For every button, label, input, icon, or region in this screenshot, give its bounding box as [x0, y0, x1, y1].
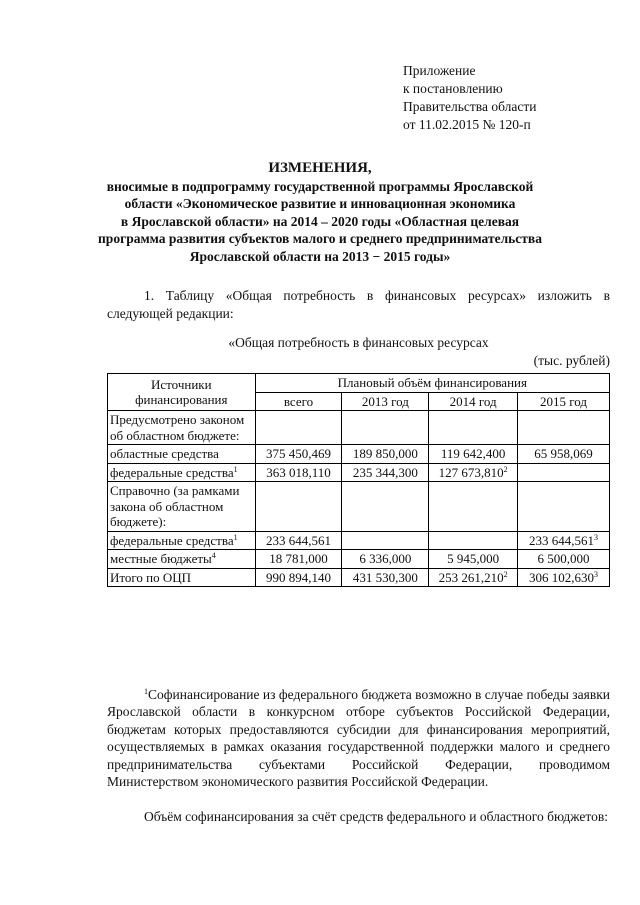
table-row-total: [108, 568, 610, 587]
appendix-line: Правительства области: [403, 99, 537, 114]
table-header-row: [108, 374, 610, 393]
cell-value: 127 673,810: [438, 464, 504, 480]
cell-2015: 65 958,069: [518, 445, 610, 464]
table-row: [108, 411, 610, 445]
row-label-cell: [108, 531, 256, 550]
header-source: Источники финансирования: [108, 374, 256, 411]
footnote-ref: 3: [594, 569, 599, 579]
footnote-ref: 3: [594, 532, 599, 542]
header-2014: 2014 год: [429, 392, 518, 411]
footnote-marker: 1: [144, 687, 148, 696]
row-label: федеральные средства: [110, 532, 234, 548]
footnote-ref: 4: [211, 551, 216, 560]
cell-2015: 6 500,000: [518, 550, 610, 569]
row-label: федеральные средства: [110, 464, 234, 480]
cell-total: 363 018,110: [255, 463, 342, 482]
appendix-line: Приложение: [403, 63, 476, 78]
table-row: [108, 531, 610, 550]
cell-2013: 6 336,000: [342, 550, 429, 569]
row-label: Итого по ОЦП: [108, 568, 256, 587]
title-line: области «Экономическое развитие и инновационная экономика: [124, 196, 516, 211]
title-line: вносимые в подпрограмму государственной программы Ярославской: [106, 178, 534, 194]
row-label: местные бюджеты: [110, 551, 212, 566]
table-row: [108, 482, 610, 532]
units-note: (тыс. рублей): [533, 353, 610, 368]
title-line: Ярославской области на 2013 − 2015 годы»: [189, 248, 451, 264]
title-line: в Ярославской области» на 2014 – 2020 годы «Областная целевая: [120, 213, 520, 229]
header-total: всего: [255, 392, 342, 411]
cell-value: 253 261,210: [438, 569, 504, 585]
financing-table: [107, 373, 610, 587]
row-label-cell: [108, 463, 256, 482]
cell-value: 233 644,561: [529, 532, 595, 548]
paragraph-cofinancing: Объём софинансирования за счёт средств федерального и областного бюджетов:: [144, 809, 608, 824]
title-line: программа развития субъектов малого и среднего предпринимательства: [98, 231, 542, 246]
cell-2013: 235 344,300: [342, 463, 429, 482]
title-main: ИЗМЕНЕНИЯ,: [268, 160, 372, 176]
cell: [429, 482, 518, 532]
cell-2014: [429, 568, 518, 587]
cell: [518, 411, 610, 445]
paragraph-1: 1. Таблицу «Общая потребность в финансовых ресурсах» изложить в следующей редакции:: [107, 288, 610, 321]
cell: [342, 482, 429, 532]
cell-2013: 431 530,300: [342, 568, 429, 587]
cell-2015: [518, 568, 610, 587]
appendix-line: от 11.02.2015 № 120-п: [403, 117, 531, 132]
cell-value: 306 102,630: [529, 569, 595, 585]
cell-2015: [518, 531, 610, 550]
appendix-line: к постановлению: [403, 81, 503, 96]
cell-2014: 119 642,400: [429, 445, 518, 464]
cell-2014: 5 945,000: [429, 550, 518, 569]
row-label: областные средства: [108, 445, 256, 464]
appendix-block: [403, 62, 536, 134]
cell-2013: 189 850,000: [342, 445, 429, 464]
cell: [518, 482, 610, 532]
row-label: Справочно (за рамками закона об областном бюджете):: [108, 482, 256, 532]
header-2015: 2015 год: [518, 392, 610, 411]
footnote-ref: 2: [503, 464, 508, 474]
cell-2014: [429, 531, 518, 550]
cell-total: 18 781,000: [255, 550, 342, 569]
cell: [342, 411, 429, 445]
cell: [429, 411, 518, 445]
cell-2015: [518, 463, 610, 482]
cell: [255, 411, 342, 445]
cell-total: 375 450,469: [255, 445, 342, 464]
footnote-ref: 1: [233, 532, 238, 542]
table-title: «Общая потребность в финансовых ресурсах: [228, 335, 489, 350]
row-label: Предусмотрено законом об областном бюджете:: [108, 411, 256, 445]
table-row: [108, 463, 610, 482]
footnote-1: [107, 686, 610, 790]
header-plan: Плановый объём финансирования: [255, 374, 609, 393]
table-row: [108, 445, 610, 464]
row-label-cell: [108, 550, 256, 569]
footnote-text: Софинансирование из федерального бюджета возможно в случае победы заявки Ярославской области в конкурсном отборе субъектов Российской Федерации, бюджетам которых предоставляются субсидии для финансирования мероприятий, осуществляемых в рамках оказания государственной поддержки малого и среднего предпринимательства субъектами Российской Федерации, проводимом Министерством экономического развития Российской Федерации.: [107, 687, 610, 790]
cell: [255, 482, 342, 532]
cell-2014: [429, 463, 518, 482]
cell-total: 990 894,140: [255, 568, 342, 587]
cell-total: 233 644,561: [255, 531, 342, 550]
footnote-ref: 2: [503, 569, 508, 579]
footnote-ref: 1: [233, 464, 238, 474]
table-row: [108, 550, 610, 569]
header-2013: 2013 год: [342, 392, 429, 411]
cell-2013: [342, 531, 429, 550]
document-title: [80, 160, 560, 265]
